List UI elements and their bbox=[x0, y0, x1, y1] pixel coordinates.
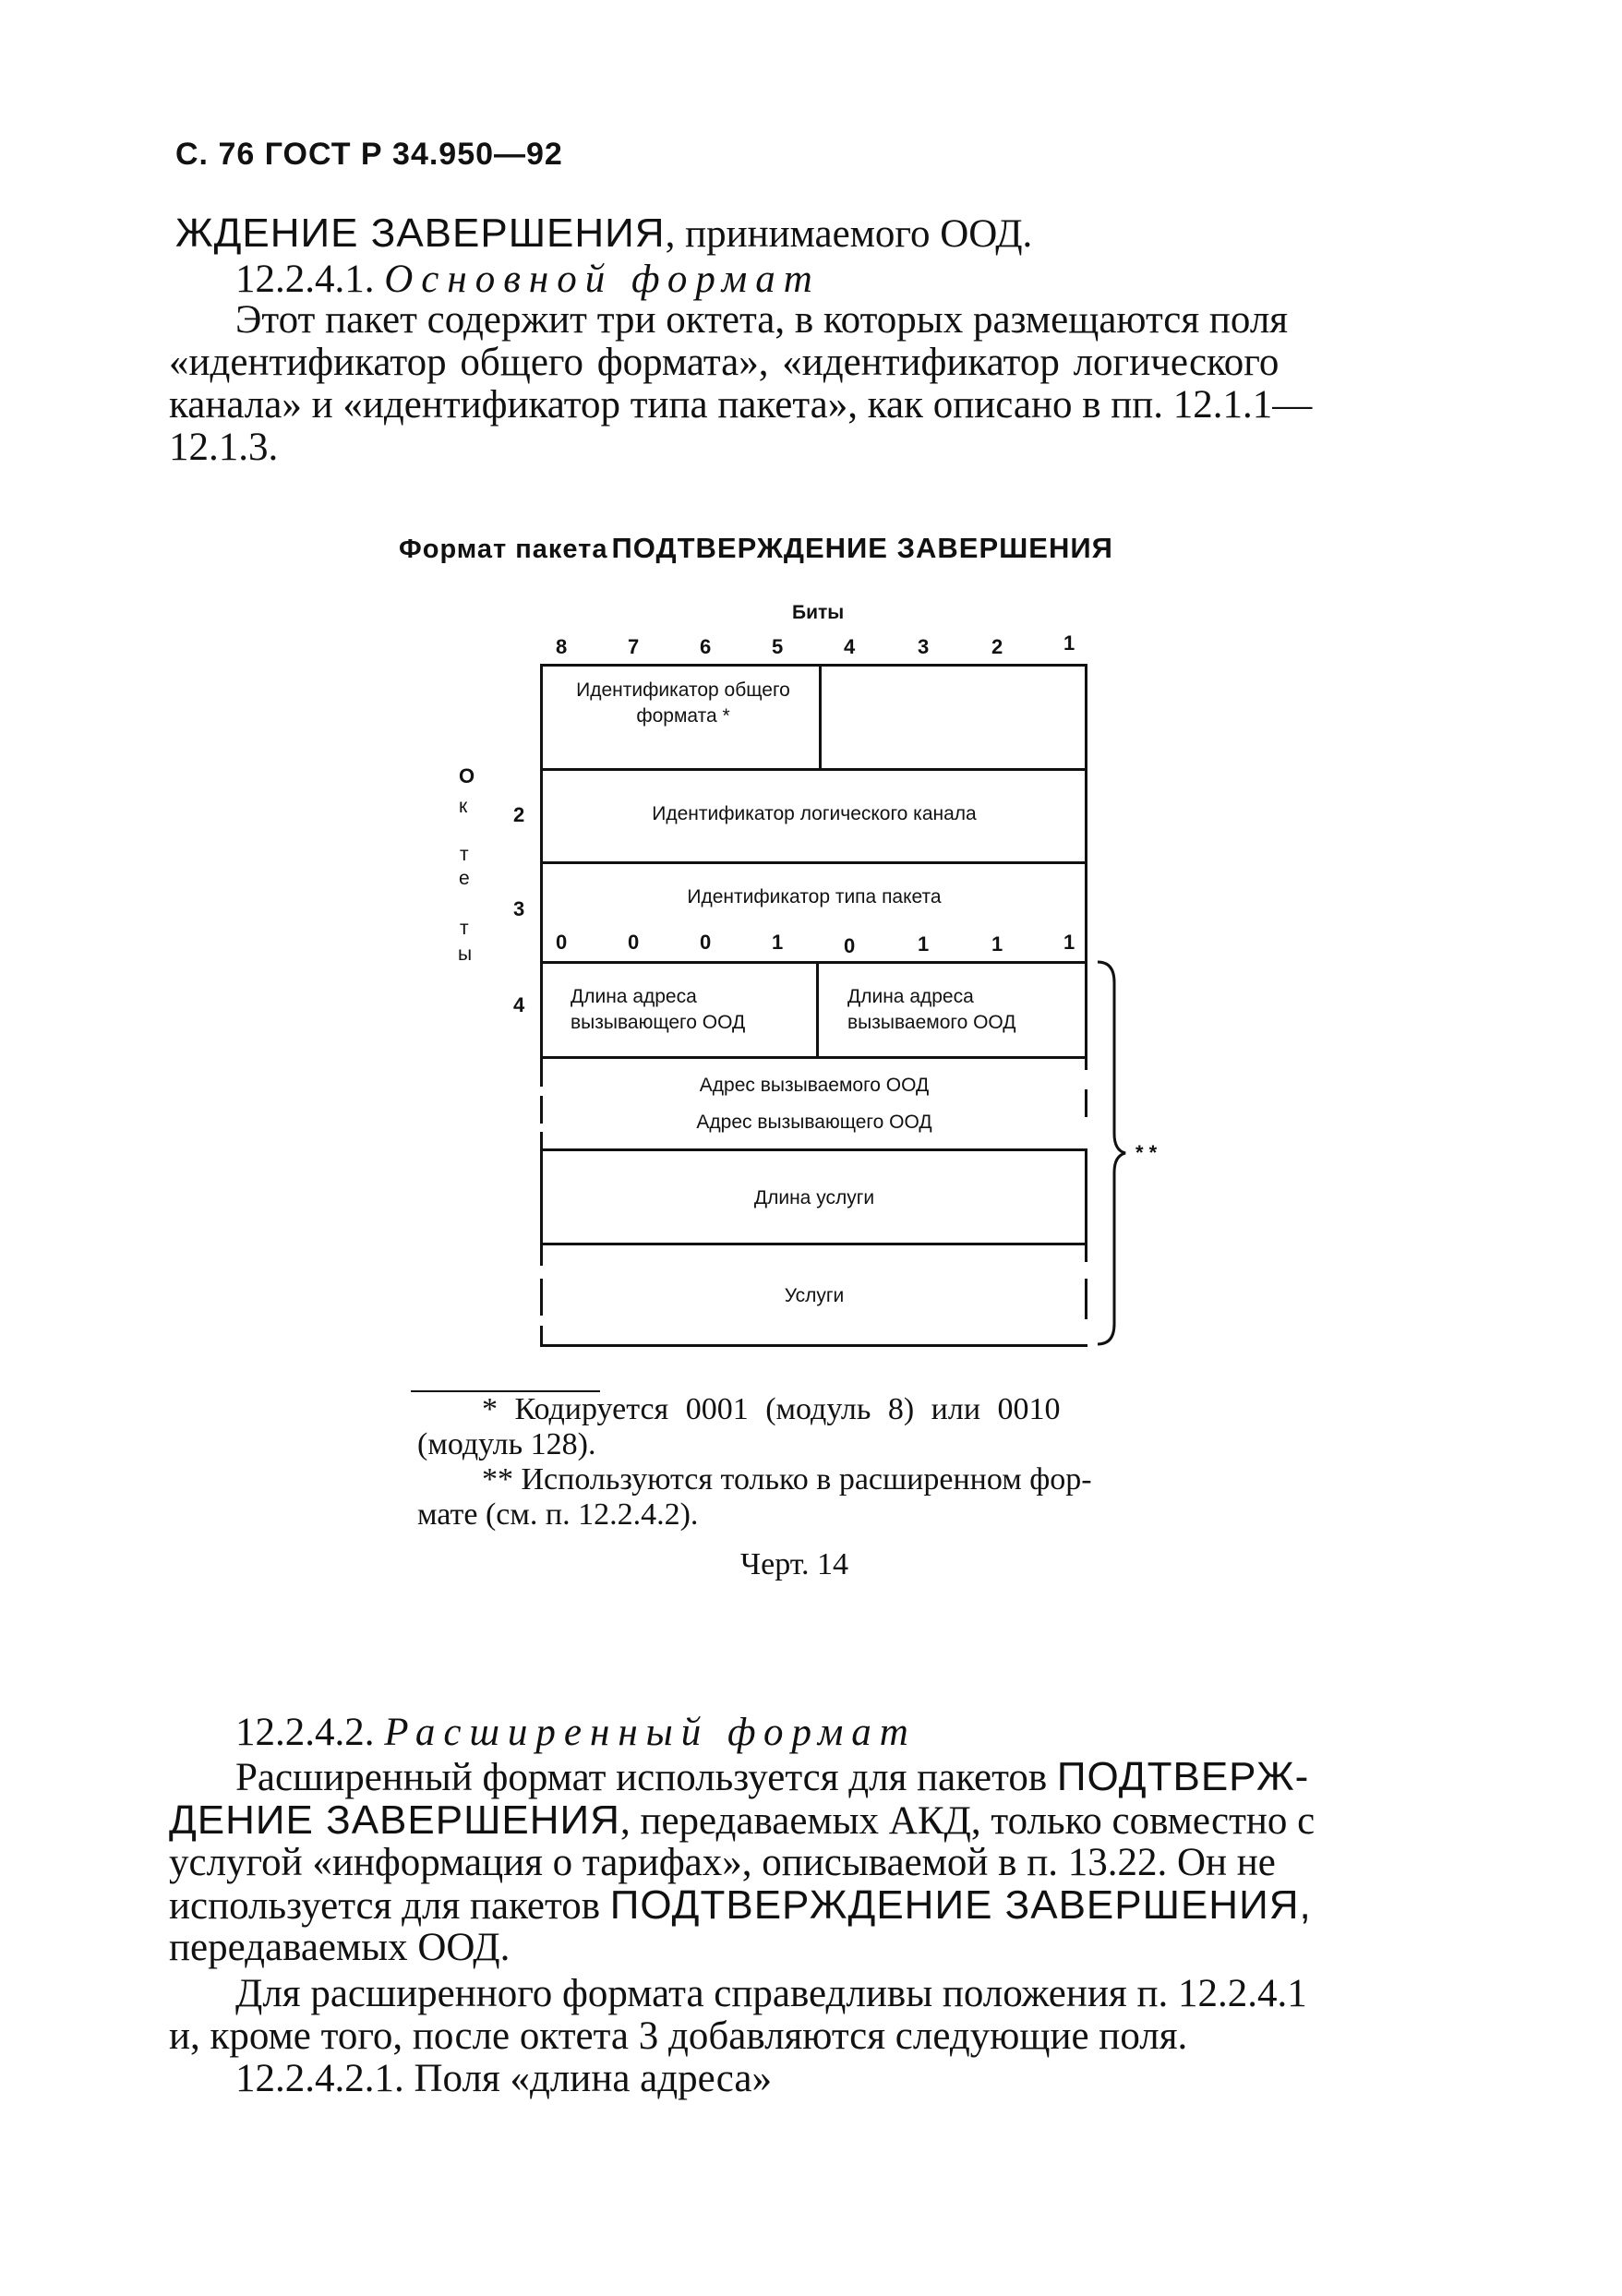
octet-number: 3 bbox=[513, 897, 525, 920]
fac-right-dash bbox=[1085, 1245, 1087, 1262]
octets-letter: О bbox=[459, 764, 475, 787]
section-number: 12.2.4.2. bbox=[235, 1711, 375, 1754]
bit-number: 6 bbox=[700, 635, 712, 658]
pti-bit: 0 bbox=[556, 931, 568, 954]
ext-para-3: услугой «информация о тарифах», описываемой в п. 13.22. Он не bbox=[169, 1841, 1276, 1884]
intro-caps: ЖДЕНИЕ ЗАВЕРШЕНИЯ bbox=[175, 210, 666, 256]
pti-bit: 1 bbox=[772, 931, 784, 954]
addr-right-dash bbox=[1085, 1059, 1087, 1070]
octets-letter: т bbox=[460, 918, 469, 939]
calling-len-line-1: Длина адреса bbox=[571, 986, 697, 1007]
octet-number: 4 bbox=[513, 993, 525, 1016]
ext-text: Расширенный формат используется для пакетов bbox=[235, 1756, 1057, 1799]
gfi-line-1: Идентификатор общего bbox=[576, 679, 790, 701]
calling-len-line-2: вызывающего ООД bbox=[571, 1012, 746, 1033]
bit-number: 7 bbox=[628, 635, 640, 658]
called-len-line-1: Длина адреса bbox=[847, 986, 974, 1007]
octets-letter: е bbox=[459, 868, 470, 889]
calling-address-cell: Адрес вызывающего ООД bbox=[696, 1112, 932, 1133]
octets-letter: к bbox=[459, 796, 468, 817]
ext-para-5: передаваемых ООД. bbox=[169, 1926, 511, 1969]
page-header: С. 76 ГОСТ Р 34.950—92 bbox=[175, 137, 563, 172]
ext-caps: ДЕНИЕ ЗАВЕРШЕНИЯ bbox=[169, 1797, 620, 1843]
figure-label: Черт. 14 bbox=[740, 1547, 849, 1581]
footnote-1-line-1: * Кодируется 0001 (модуль 8) или 0010 bbox=[482, 1392, 1061, 1426]
pti-bit: 1 bbox=[991, 932, 1003, 956]
bit-number: 4 bbox=[844, 635, 856, 658]
facilities-cell: Услуги bbox=[784, 1285, 845, 1306]
ext-text: используется для пакетов bbox=[169, 1884, 610, 1928]
bit-number: 1 bbox=[1063, 631, 1075, 655]
bit-number: 3 bbox=[918, 635, 930, 658]
intro-line-1 bbox=[175, 210, 1032, 257]
footnote-2-line-1: ** Используются только в расширенном фор- bbox=[482, 1462, 1092, 1497]
caption-prefix: Формат пакета bbox=[399, 535, 608, 564]
footnote-1-line-2: (модуль 128). bbox=[417, 1427, 596, 1461]
lci-cell: Идентификатор логического канала bbox=[652, 803, 977, 824]
ext-para-2 bbox=[169, 1797, 1315, 1844]
called-address-cell: Адрес вызываемого ООД bbox=[699, 1075, 930, 1096]
bit-number: 8 bbox=[556, 635, 568, 658]
octet-3-frame bbox=[540, 861, 1087, 964]
figure-caption bbox=[399, 532, 1113, 565]
subsection-heading: 12.2.4.2.1. Поля «длина адреса» bbox=[235, 2057, 772, 2100]
intro-para-2: «идентификатор общего формата», «идентификатор логического bbox=[169, 341, 1280, 384]
intro-para-4: 12.1.3. bbox=[169, 426, 279, 469]
bits-label: Биты bbox=[792, 602, 845, 623]
intro-rest: , принимаемого ООД. bbox=[665, 212, 1033, 256]
ext-caps: ПОДТВЕРЖДЕНИЕ ЗАВЕРШЕНИЯ, bbox=[609, 1882, 1312, 1928]
intro-para-1: Этот пакет содержит три октета, в которых размещаются поля bbox=[235, 298, 1289, 342]
section-heading-basic bbox=[235, 257, 821, 302]
octet-number: 2 bbox=[513, 803, 525, 826]
ext-para-7: и, кроме того, после октета 3 добавляются следующие поля. bbox=[169, 2014, 1188, 2058]
called-len-line-2: вызываемого ООД bbox=[847, 1012, 1016, 1033]
ext-text: , передаваемых АКД, только совместно с bbox=[619, 1799, 1316, 1843]
caption-caps: ПОДТВЕРЖДЕНИЕ ЗАВЕРШЕНИЯ bbox=[611, 532, 1113, 564]
ext-caps: ПОДТВЕРЖ- bbox=[1056, 1754, 1310, 1799]
pti-cell: Идентификатор типа пакета bbox=[687, 886, 942, 908]
ext-para-4 bbox=[169, 1882, 1312, 1929]
octet-4-divider bbox=[816, 961, 819, 1059]
facility-length-cell: Длина услуги bbox=[753, 1187, 875, 1208]
intro-para-3: канала» и «идентификатор типа пакета», как описано в пп. 12.1.1— bbox=[169, 383, 1313, 427]
section-number: 12.2.4.1. bbox=[235, 258, 375, 301]
brace-note-mark: * * bbox=[1135, 1141, 1158, 1164]
section-heading-extended bbox=[235, 1710, 917, 1755]
pti-bit: 0 bbox=[628, 931, 640, 954]
footnote-2-line-2: мате (см. п. 12.2.4.2). bbox=[417, 1497, 699, 1532]
bit-number: 5 bbox=[772, 635, 784, 658]
bit-number: 2 bbox=[991, 635, 1003, 658]
pti-bit: 1 bbox=[918, 932, 930, 956]
octets-letter: т bbox=[460, 844, 469, 865]
gfi-cell bbox=[545, 678, 822, 729]
pti-bit: 1 bbox=[1063, 931, 1075, 954]
calling-addr-len-cell bbox=[545, 984, 783, 1036]
section-title: Основной формат bbox=[384, 258, 821, 301]
ext-para-6: Для расширенного формата справедливы положения п. 12.2.4.1 bbox=[235, 1972, 1307, 2015]
pti-bit: 0 bbox=[844, 934, 856, 957]
fac-left-dash bbox=[540, 1326, 543, 1346]
fac-left-dash bbox=[540, 1245, 543, 1266]
fac-bottom-line bbox=[540, 1344, 1087, 1347]
gfi-line-2: формата * bbox=[636, 705, 730, 727]
pti-bit: 0 bbox=[700, 931, 712, 954]
ext-para-1 bbox=[235, 1754, 1309, 1800]
octets-letter: ы bbox=[458, 944, 473, 965]
called-addr-len-cell bbox=[822, 984, 1087, 1036]
section-title: Расширенный формат bbox=[384, 1711, 917, 1754]
